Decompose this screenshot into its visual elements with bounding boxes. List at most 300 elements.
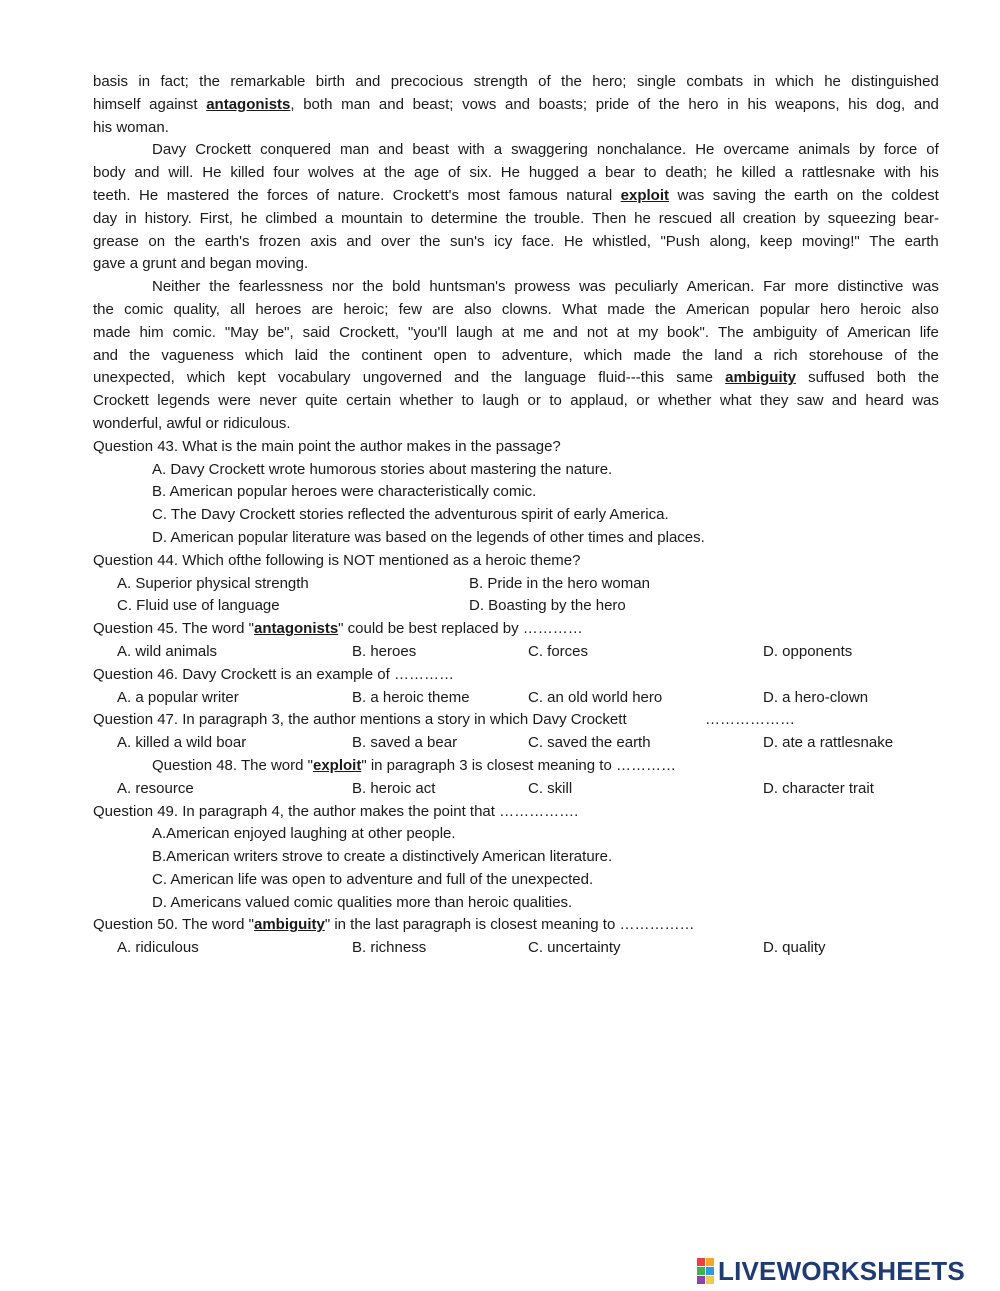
word: the — [362, 278, 384, 296]
q46-option-a[interactable]: A. a popular writer — [117, 688, 239, 706]
word: day — [93, 209, 118, 227]
word: a — [324, 209, 334, 227]
word: they — [760, 392, 789, 410]
q44-options-row2 — [93, 595, 939, 618]
word: and — [913, 95, 939, 113]
word: of — [926, 141, 939, 159]
word: himself — [93, 95, 141, 113]
word: and — [552, 323, 578, 341]
word: made — [607, 300, 645, 318]
word: earth — [793, 186, 829, 204]
q45-option-b[interactable]: B. heroes — [352, 642, 417, 660]
word: saw — [796, 392, 824, 410]
passage-line: gave a grunt and began moving. — [93, 255, 309, 273]
q45-options — [93, 641, 939, 664]
word: in — [138, 73, 151, 90]
word: four — [273, 164, 300, 182]
word: his — [919, 164, 939, 182]
word: language — [524, 369, 587, 387]
word: and — [378, 95, 404, 113]
q49-option-a[interactable]: A.American enjoyed laughing at other people. — [152, 825, 456, 843]
word: laugh — [456, 323, 493, 341]
word: same — [676, 369, 713, 387]
word: all — [230, 300, 246, 318]
q46-option-b[interactable]: B. a heroic theme — [352, 688, 470, 706]
logo-block — [706, 1276, 714, 1284]
word: age — [414, 164, 440, 182]
word: in — [753, 73, 766, 90]
logo-block — [706, 1258, 714, 1266]
q48-option-c[interactable]: C. skill — [528, 779, 573, 797]
word: weapons, — [775, 95, 840, 113]
q49-option-d[interactable]: D. Americans valued comic qualities more than heroic qualities. — [152, 893, 573, 911]
q44-option-c[interactable]: C. Fluid use of language — [117, 597, 280, 615]
word: book". — [667, 323, 710, 341]
word: keep — [759, 232, 793, 250]
word: history. — [144, 209, 192, 227]
passage-line — [93, 162, 939, 185]
word: body — [93, 164, 126, 182]
word: fluid---this — [598, 369, 665, 387]
word: He — [202, 164, 222, 182]
word: are — [311, 300, 334, 318]
word: in — [727, 95, 739, 113]
passage-line — [93, 299, 939, 322]
word: whistled, — [592, 232, 651, 250]
word: rattlesnake — [801, 164, 876, 182]
word: swaggering — [511, 141, 588, 159]
passage-line — [93, 390, 939, 413]
q45-option-d[interactable]: D. opponents — [763, 642, 853, 660]
word: creation — [742, 209, 797, 227]
word: he — [240, 209, 258, 227]
word: heroic; — [343, 300, 389, 318]
word: bear- — [903, 209, 939, 227]
q49-option-c[interactable]: C. American life was open to adventure and full of the unexpected. — [152, 870, 594, 888]
worksheet-page — [93, 71, 939, 960]
word: hero — [819, 300, 850, 318]
keyword-group — [206, 94, 294, 117]
word: in — [125, 209, 137, 227]
word: and — [454, 369, 480, 387]
word: to — [549, 392, 562, 410]
q46-option-c[interactable]: C. an old world hero — [528, 688, 663, 706]
word: laid — [294, 346, 319, 364]
word: adventure, — [501, 346, 573, 364]
word: of — [538, 73, 551, 90]
word: quality, — [173, 300, 220, 318]
word: also — [911, 300, 939, 318]
word: a — [753, 346, 763, 364]
word: the — [93, 300, 114, 318]
word: was — [912, 278, 939, 296]
word: vagueness — [161, 346, 234, 364]
q48-option-a[interactable]: A. resource — [117, 779, 194, 797]
passage-line — [93, 139, 939, 162]
word: earth's — [204, 232, 250, 250]
word: clowns. — [501, 300, 552, 318]
word: "Push — [660, 232, 700, 250]
word: along, — [709, 232, 751, 250]
word: Crockett's — [392, 186, 460, 204]
word: are — [432, 300, 454, 318]
word: saving — [712, 186, 757, 204]
question-50-stem — [93, 914, 939, 937]
q50-stem-after: " in the last paragraph is closest meaning to …………… — [324, 916, 695, 934]
q50-option-b[interactable]: B. richness — [352, 939, 427, 957]
q49-option-b[interactable]: B.American writers strove to create a distinctively American literature. — [152, 848, 613, 866]
word: not — [586, 323, 608, 341]
word: applaud, — [570, 392, 628, 410]
word: the — [505, 209, 527, 227]
word: face. — [521, 232, 555, 250]
word: land — [714, 346, 743, 364]
word: Crockett — [195, 141, 252, 159]
word: with — [884, 164, 911, 182]
word: was — [579, 278, 606, 296]
q48-option-b[interactable]: B. heroic act — [352, 779, 436, 797]
word: of — [825, 323, 839, 341]
word: and — [93, 346, 119, 364]
word: his — [848, 95, 868, 113]
word: was — [677, 186, 705, 204]
word: more — [794, 278, 829, 296]
word: the — [329, 346, 351, 364]
word: nor — [331, 278, 354, 296]
word: comic. — [172, 323, 216, 341]
word: sun's — [449, 232, 485, 250]
logo-block — [697, 1267, 705, 1275]
word: to — [461, 392, 474, 410]
word: He — [139, 186, 159, 204]
word: never — [259, 392, 297, 410]
word: open — [433, 346, 467, 364]
word: or — [636, 392, 650, 410]
word: and — [831, 392, 857, 410]
word: on — [836, 186, 854, 204]
word: of — [894, 346, 907, 364]
keyword-ambiguity: ambiguity — [253, 916, 325, 934]
q47-option-b[interactable]: B. saved a bear — [352, 734, 458, 752]
q44-option-b[interactable]: B. Pride in the hero woman — [469, 574, 650, 592]
word: killed — [230, 164, 265, 182]
passage-line — [93, 208, 939, 231]
word: by — [859, 141, 875, 159]
word: also — [464, 300, 492, 318]
word: combats — [686, 73, 744, 90]
q45-stem-before: Question 45. The word " — [93, 620, 254, 638]
passage-line: his woman. — [93, 118, 169, 136]
word: heroic — [860, 300, 902, 318]
word: forces — [267, 186, 309, 204]
word: frozen — [258, 232, 301, 250]
word: the — [561, 73, 582, 90]
word: ungoverned — [362, 369, 442, 387]
q47-option-d[interactable]: D. ate a rattlesnake — [763, 734, 894, 752]
q45-option-a[interactable]: A. wild animals — [117, 642, 218, 660]
word: the — [209, 278, 231, 296]
word: coldest — [891, 186, 939, 204]
word: teeth. — [93, 186, 131, 204]
word: six. — [469, 164, 492, 182]
word: Neither — [152, 278, 201, 296]
word: suffused — [808, 369, 865, 387]
word: which — [583, 346, 623, 364]
word: single — [636, 73, 677, 90]
q45-option-c[interactable]: C. forces — [528, 642, 589, 660]
word: fact; — [160, 73, 189, 90]
word: distinctive — [837, 278, 904, 296]
word: hero; — [592, 73, 627, 90]
question-47-stem — [93, 709, 939, 732]
word: American. — [686, 278, 755, 296]
q45-stem-after: " could be best replaced by ………… — [338, 620, 583, 638]
word: whether — [658, 392, 712, 410]
word: pride — [595, 95, 630, 113]
q43-option-a[interactable]: A. Davy Crockett wrote humorous stories about mastering the nature. — [152, 460, 613, 478]
word: He — [500, 164, 520, 182]
word: he — [824, 73, 841, 90]
word: hero — [688, 95, 719, 113]
word: mastered — [166, 186, 230, 204]
word: the — [384, 164, 406, 182]
word: and — [355, 73, 381, 90]
word: force — [883, 141, 918, 159]
question-48-stem — [93, 755, 939, 778]
q43-option-c[interactable]: C. The Davy Crockett stories reflected the adventurous spirit of early America. — [152, 506, 669, 524]
keyword: ambiguity — [725, 369, 796, 387]
word: life — [919, 323, 939, 341]
logo-block — [697, 1258, 705, 1266]
word: "you'll — [408, 323, 448, 341]
liveworksheets-logo[interactable] — [697, 1256, 965, 1286]
word: kept — [237, 369, 266, 387]
word: heard — [865, 392, 904, 410]
q47-blank: ……………… — [705, 711, 795, 729]
word: dog, — [876, 95, 906, 113]
word: prowess — [514, 278, 571, 296]
comma: , — [290, 95, 295, 113]
word: and — [504, 95, 531, 113]
word: against — [149, 95, 198, 113]
word: Far — [763, 278, 786, 296]
word: to — [478, 346, 491, 364]
word: his — [747, 95, 767, 113]
word: or — [527, 392, 541, 410]
word: of — [637, 95, 651, 113]
q48-option-d[interactable]: D. character trait — [763, 779, 874, 797]
word: me — [523, 323, 544, 341]
word: rich — [773, 346, 798, 364]
q50-options — [93, 937, 939, 960]
q44-option-a[interactable]: A. Superior physical strength — [117, 574, 309, 592]
word: famous — [508, 186, 558, 204]
word: he — [634, 209, 651, 227]
word: at — [362, 164, 376, 182]
word: fearlessness — [238, 278, 324, 296]
word: said — [302, 323, 331, 341]
word: squeezing — [827, 209, 897, 227]
logo-text: LIVEWORKSHEETS — [718, 1255, 965, 1286]
word: laugh — [482, 392, 520, 410]
word: Davy — [152, 141, 187, 159]
word: bold — [392, 278, 421, 296]
word: on — [148, 232, 166, 250]
keyword: antagonists — [206, 95, 291, 113]
word: the — [174, 232, 196, 250]
word: he — [715, 164, 733, 182]
word: axis — [310, 232, 337, 250]
word: made — [633, 346, 671, 364]
word: determine — [430, 209, 498, 227]
word: what — [719, 392, 752, 410]
word: grease — [93, 232, 139, 250]
word: moving!" — [801, 232, 860, 250]
word: which — [186, 369, 226, 387]
word: peculiarly — [614, 278, 678, 296]
word: beast; — [412, 95, 454, 113]
word: whether — [399, 392, 454, 410]
word: climbed — [265, 209, 318, 227]
word: which — [245, 346, 284, 364]
q50-option-d[interactable]: D. quality — [763, 939, 826, 957]
word: The — [718, 323, 744, 341]
q50-option-c[interactable]: C. uncertainty — [528, 939, 621, 957]
word: icy — [494, 232, 513, 250]
word: nonchalance. — [596, 141, 687, 159]
word: all — [719, 209, 735, 227]
word: of — [316, 186, 330, 204]
word: him — [139, 323, 164, 341]
q48-stem-after: " in paragraph 3 is closest meaning to ………… — [361, 756, 676, 774]
word: ambiguity — [752, 323, 817, 341]
word: natural — [566, 186, 613, 204]
word: He — [563, 232, 584, 250]
word: killed — [741, 164, 776, 182]
word: conquered — [260, 141, 332, 159]
word: precocious — [390, 73, 464, 90]
word: trouble. — [534, 209, 585, 227]
word: overcame — [723, 141, 790, 159]
word: bear — [605, 164, 636, 182]
word: which — [775, 73, 814, 90]
word: animals — [798, 141, 850, 159]
word: over — [380, 232, 411, 250]
q44-options-row1 — [93, 573, 939, 596]
word: boasts; — [538, 95, 588, 113]
word: the — [918, 346, 939, 364]
word: popular — [759, 300, 810, 318]
word: both — [876, 369, 906, 387]
word: were — [218, 392, 251, 410]
word: quite — [305, 392, 338, 410]
q43-option-d[interactable]: D. American popular literature was based on the legends of other times and places. — [152, 528, 705, 546]
word: heroes — [255, 300, 302, 318]
question-44-stem: Question 44. Which ofthe following is NOT mentioned as a heroic theme? — [93, 551, 581, 569]
word: Then — [592, 209, 627, 227]
passage-line — [93, 276, 939, 299]
word: to — [643, 164, 657, 182]
logo-block — [697, 1276, 705, 1284]
keyword-antagonists: antagonists — [253, 620, 339, 638]
passage-line — [93, 231, 939, 254]
word: American — [847, 323, 911, 341]
word: death; — [665, 164, 708, 182]
q46-options — [93, 687, 939, 710]
word: will. — [168, 164, 194, 182]
word: What — [562, 300, 598, 318]
word: huntsman's — [429, 278, 506, 296]
passage-line — [93, 322, 939, 345]
word: continent — [361, 346, 423, 364]
word: "May — [224, 323, 259, 341]
passage-line — [93, 71, 939, 94]
word: beast — [412, 141, 450, 159]
word: Crockett, — [339, 323, 400, 341]
word: Crockett — [93, 392, 149, 410]
q47-option-a[interactable]: A. killed a wild boar — [117, 734, 247, 752]
q44-option-d[interactable]: D. Boasting by the hero — [469, 597, 626, 615]
q48-stem-before: Question 48. The word " — [152, 756, 313, 774]
word: of — [447, 164, 461, 182]
word: the — [861, 186, 883, 204]
word: the — [237, 186, 259, 204]
word: man — [340, 141, 370, 159]
q50-stem-before: Question 50. The word " — [93, 916, 254, 934]
word: a — [493, 141, 503, 159]
word: the — [682, 346, 704, 364]
word: at — [501, 323, 515, 341]
word: to — [410, 209, 424, 227]
word: strength — [473, 73, 528, 90]
word: the — [129, 346, 151, 364]
word: legends — [157, 392, 210, 410]
word: the — [655, 300, 676, 318]
q46-option-d[interactable]: D. a hero-clown — [763, 688, 869, 706]
word: unexpected, — [93, 369, 175, 387]
question-43-stem: Question 43. What is the main point the author makes in the passage? — [93, 437, 561, 455]
keyword: exploit — [620, 186, 670, 204]
word: with — [458, 141, 485, 159]
word: mountain — [341, 209, 403, 227]
word: a — [587, 164, 597, 182]
word: nature. — [337, 186, 385, 204]
word: First, — [199, 209, 233, 227]
word: the — [491, 369, 513, 387]
q43-option-b[interactable]: B. American popular heroes were characteristically comic. — [152, 483, 537, 501]
word: my — [638, 323, 659, 341]
word: remarkable — [230, 73, 306, 90]
word: birth — [315, 73, 345, 90]
q47-option-c[interactable]: C. saved the earth — [528, 734, 651, 752]
word: and — [346, 232, 372, 250]
word: basis — [93, 73, 129, 90]
word: be", — [267, 323, 294, 341]
word: American — [686, 300, 750, 318]
word: vocabulary — [277, 369, 351, 387]
passage-line — [93, 94, 939, 117]
question-45-stem — [93, 618, 939, 641]
question-49-stem: Question 49. In paragraph 4, the author makes the point that ……………. — [93, 802, 579, 820]
keyword-exploit: exploit — [312, 756, 362, 774]
word: the — [918, 369, 939, 387]
word: by — [804, 209, 820, 227]
word: hugged — [528, 164, 579, 182]
q47-stem-text: Question 47. In paragraph 3, the author mentions a story in which Davy Crockett — [93, 711, 627, 729]
word: earth — [904, 232, 939, 250]
word: rescued — [658, 209, 713, 227]
q50-option-a[interactable]: A. ridiculous — [117, 939, 199, 957]
